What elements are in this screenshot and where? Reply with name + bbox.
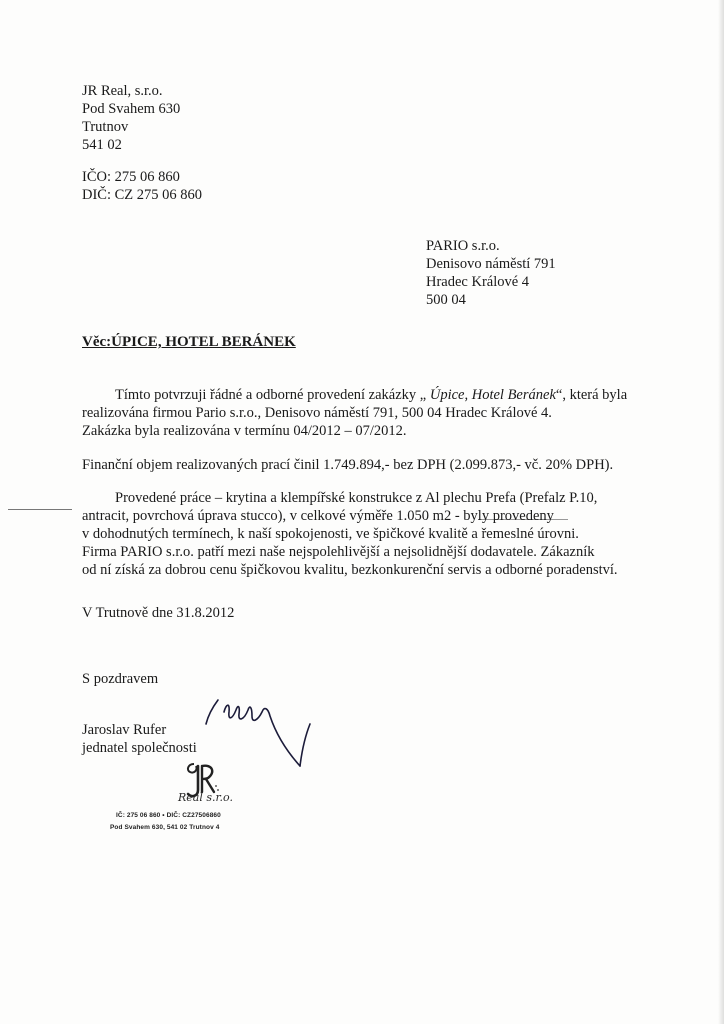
- financial-volume-text: Finanční objem realizovaných prací činil 1.749.894,- bez DPH (2.099.873,- vč. 20% DPH).: [82, 457, 614, 473]
- works-line: antracit, povrchová úprava stucco), v celkové výměře 1.050 m2 - byly provedeny: [82, 508, 554, 524]
- signer-title: jednatel společnosti: [82, 740, 197, 756]
- paragraph1-prefix: Tímto potvrzuji řádné a odborné provedení zakázky „: [115, 387, 427, 403]
- sender-company: JR Real, s.r.o.: [82, 83, 163, 99]
- financial-paragraph: [82, 456, 613, 474]
- recipient-postcode: 500 04: [426, 292, 466, 308]
- works-line: v dohodnutých termínech, k naší spokojenosti, ve špičkové kvalitě a řemeslné úrovni.: [82, 526, 579, 542]
- scan-mark-line: [8, 509, 72, 510]
- recipient-city: Hradec Králové 4: [426, 274, 530, 290]
- project-name: Úpice, Hotel Beránek: [426, 387, 556, 403]
- confirmation-paragraph: [82, 386, 627, 440]
- scan-edge-shadow: [718, 0, 724, 1024]
- closing-text: S pozdravem: [82, 671, 159, 687]
- works-line: od ní získá za dobrou cenu špičkovou kvalitu, bezkonkurenční servis a odborné poradenství.: [82, 562, 618, 578]
- recipient-street: Denisovo náměstí 791: [426, 256, 556, 272]
- sender-city: Trutnov: [82, 119, 129, 135]
- works-line: Provedené práce – krytina a klempířské konstrukce z Al plechu Prefa (Prefalz P.10,: [115, 490, 598, 506]
- paragraph1-line1: [82, 386, 627, 404]
- recipient-address: [426, 237, 556, 309]
- stamp-ids: IČ: 275 06 860 • DIČ: CZ27506860: [116, 812, 221, 819]
- stamp-address: Pod Svahem 630, 541 02 Trutnov 4: [110, 824, 220, 831]
- works-paragraph: [82, 489, 618, 579]
- paragraph1-line2: realizována firmou Pario s.r.o., Denisovo náměstí 791, 500 04 Hradec Králové 4.: [82, 405, 552, 421]
- sender-ids: [82, 168, 202, 204]
- place-and-date: [82, 604, 234, 622]
- signer-block: [82, 721, 197, 757]
- paragraph1-suffix: “, která byla: [555, 387, 628, 403]
- sender-street: Pod Svahem 630: [82, 101, 181, 117]
- sender-address: [82, 82, 180, 154]
- sender-dic: DIČ: CZ 275 06 860: [82, 187, 203, 203]
- company-stamp: [106, 760, 296, 850]
- closing-greeting: [82, 670, 158, 688]
- works-line: Firma PARIO s.r.o. patří mezi naše nejspolehlivější a nejsolidnější dodavatele. Zákazník: [82, 544, 595, 560]
- subject-line: Věc:ÚPICE, HOTEL BERÁNEK: [82, 334, 296, 350]
- paragraph1-line3: Zakázka byla realizována v termínu 04/2012 – 07/2012.: [82, 423, 407, 439]
- stamp-company-name: Real s.r.o.: [178, 791, 233, 804]
- recipient-company: PARIO s.r.o.: [426, 238, 500, 254]
- place-date-text: V Trutnově dne 31.8.2012: [82, 605, 235, 621]
- signer-name: Jaroslav Rufer: [82, 722, 167, 738]
- sender-postcode: 541 02: [82, 137, 122, 153]
- sender-ico: IČO: 275 06 860: [82, 169, 180, 185]
